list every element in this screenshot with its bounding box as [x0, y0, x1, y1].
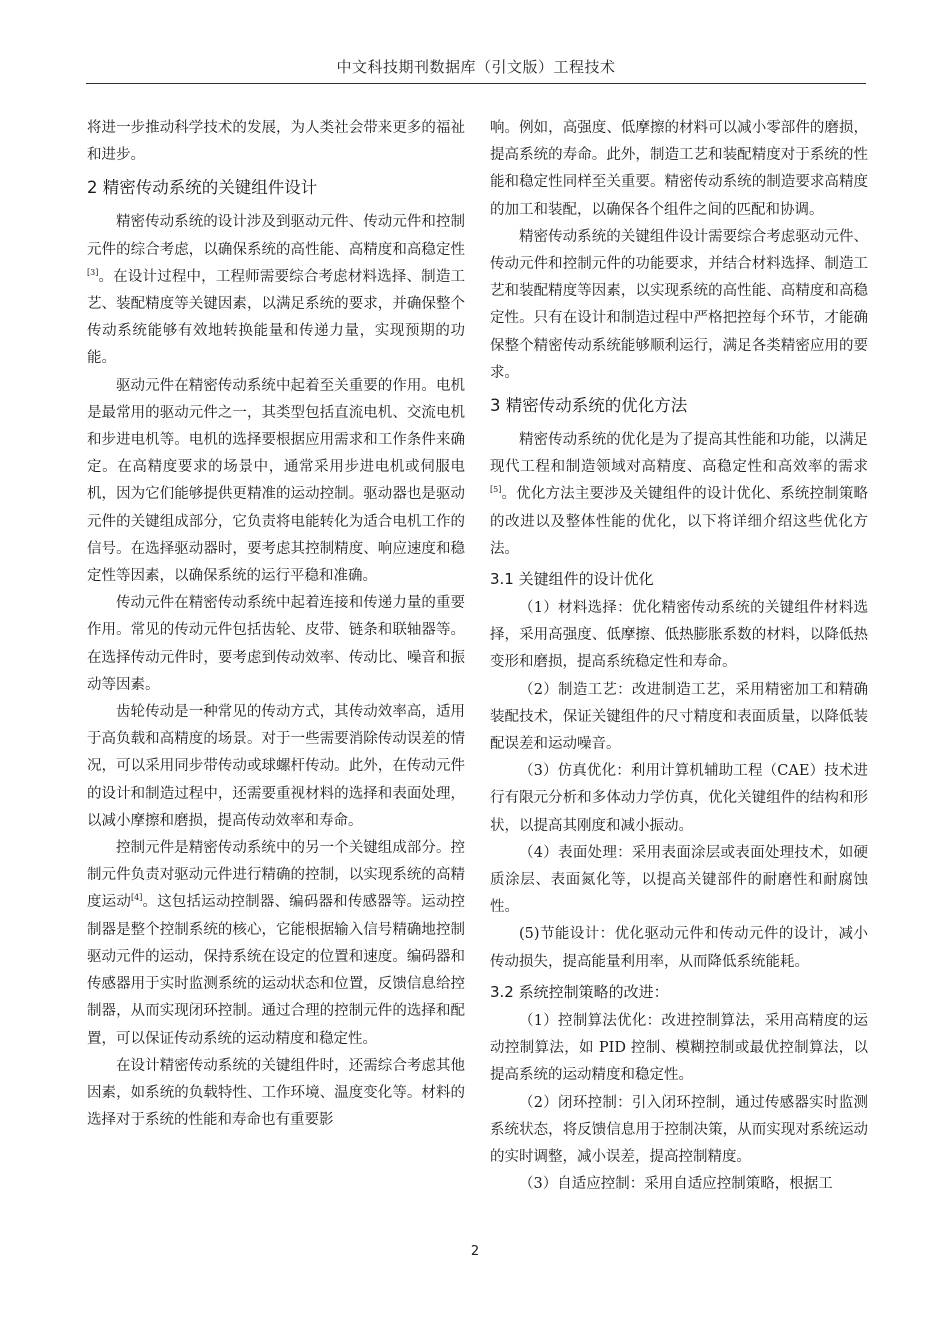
list-item: （2）制造工艺：改进制造工艺，采用精密加工和精确装配技术，保证关键组件的尺寸精度和表面质量，以降低装配误差和运动噪音。 — [490, 681, 868, 753]
running-header: 中文科技期刊数据库（引文版）工程技术 — [336, 58, 616, 76]
citation-ref: [4] — [131, 893, 143, 903]
paragraph: 精密传动系统的关键组件设计需要综合考虑驱动元件、传动元件和控制元件的功能要求，并结合材料选择、制造工艺和装配精度等因素，以实现系统的高性能、高精度和高稳定性。只有在设计和制造过程中严格把控每个环节，才能确保整个精密传动系统能够顺利运行，满足各类精密应用的要求。 — [490, 228, 868, 381]
section-heading-2: 2 精密传动系统的关键组件设计 — [87, 178, 318, 198]
page-number: 2 — [470, 1244, 480, 1259]
list-item: （3）自适应控制：采用自适应控制策略，根据工 — [519, 1176, 833, 1193]
citation-ref: [5] — [490, 485, 502, 495]
list-item: （4）表面处理：采用表面涂层或表面处理技术，如硬质涂层、表面氮化等，以提高关键部件的耐磨性和耐腐蚀性。 — [490, 844, 868, 916]
subsection-heading-3-2: 3.2 系统控制策略的改进： — [490, 982, 669, 1001]
citation-ref: [3] — [87, 267, 99, 277]
list-item: （3）仿真优化：利用计算机辅助工程（CAE）技术进行有限元分析和多体动力学仿真，优化关键组件的结构和形状，以提高其刚度和减小振动。 — [490, 763, 868, 834]
text: 控制元件是精密传动系统中的另一个关键组成部分。控制元件负责对驱动元件进行精确的控制，以实现系统的高精度运动 — [87, 840, 465, 911]
header-rule — [86, 83, 866, 84]
list-item: （1）控制算法优化：改进控制算法，采用高精度的运动控制算法，如 PID 控制、模糊控制或最优控制算法，以提高系统的运动精度和稳定性。 — [490, 1012, 868, 1084]
section-heading-3: 3 精密传动系统的优化方法 — [490, 396, 688, 416]
text: 精密传动系统的优化是为了提高其性能和功能，以满足现代工程和制造领域对高精度、高稳定性和高效率的需求 — [490, 432, 868, 476]
paragraph: 传动元件在精密传动系统中起着连接和传递力量的重要作用。常见的传动元件包括齿轮、皮带、链条和联轴器等。在选择传动元件时，要考虑到传动效率、传动比、噪音和振动等因素。 — [87, 595, 465, 693]
right-column — [490, 115, 868, 1198]
list-item: (5)节能设计：优化驱动元件和传动元件的设计，减小传动损失，提高能量利用率，从而降低系统能耗。 — [490, 926, 868, 970]
text: 精密传动系统的设计涉及到驱动元件、传动元件和控制元件的综合考虑，以确保系统的高性能、高精度和高稳定性 — [87, 214, 465, 258]
subsection-heading-3-1: 3.1 关键组件的设计优化 — [490, 570, 654, 589]
left-column — [87, 115, 465, 1134]
paragraph — [87, 209, 465, 372]
paragraph — [87, 835, 465, 1053]
paragraph: 在设计精密传动系统的关键组件时，还需综合考虑其他因素，如系统的负载特性、工作环境、温度变化等。材料的选择对于系统的性能和寿命也有重要影 — [87, 1057, 465, 1129]
text: 。这包括运动控制器、编码器和传感器等。运动控制器是整个控制系统的核心，它能根据输入信号精确地控制驱动元件的运动，保持系统在设定的位置和速度。编码器和传感器用于实时监测系统的运动状态和位置，反馈信息给控制器，从而实现闭环控制。通过合理的控制元件的选择和配置，可以保证传动系统的运动精度和稳定性。 — [87, 894, 465, 1047]
text: 。优化方法主要涉及关键组件的设计优化、系统控制策略的改进以及整体性能的优化，以下将详细介绍这些优化方法。 — [490, 486, 868, 557]
list-item: （2）闭环控制：引入闭环控制，通过传感器实时监测系统状态，将反馈信息用于控制决策，从而实现对系统运动的实时调整，减小误差，提高控制精度。 — [490, 1094, 868, 1165]
paragraph — [490, 427, 868, 563]
paragraph: 响。例如，高强度、低摩擦的材料可以减小零部件的磨损，提高系统的寿命。此外，制造工艺和装配精度对于系统的性能和稳定性同样至关重要。精密传动系统的制造要求高精度的加工和装配，以确保各个组件之间的匹配和协调。 — [490, 120, 868, 218]
text: 。在设计过程中，工程师需要综合考虑材料选择、制造工艺、装配精度等关键因素，以满足系统的要求，并确保整个传动系统能够有效地转换能量和传递力量，实现预期的功能。 — [87, 268, 465, 367]
paragraph: 齿轮传动是一种常见的传动方式，其传动效率高，适用于高负载和高精度的场景。对于一些需要消除传动误差的情况，可以采用同步带传动或球螺杆传动。此外，在传动元件的设计和制造过程中，还需要重视材料的选择和表面处理，以减小摩擦和磨损，提高传动效率和寿命。 — [87, 704, 465, 829]
list-item: （1）材料选择：优化精密传动系统的关键组件材料选择，采用高强度、低摩擦、低热膨胀系数的材料，以降低热变形和磨损，提高系统稳定性和寿命。 — [490, 600, 868, 671]
paragraph: 将进一步推动科学技术的发展，为人类社会带来更多的福祉和进步。 — [87, 120, 465, 164]
paragraph: 驱动元件在精密传动系统中起着至关重要的作用。电机是最常用的驱动元件之一，其类型包括直流电机、交流电机和步进电机等。电机的选择要根据应用需求和工作条件来确定。在高精度要求的场景中，通常采用步进电机或伺服电机，因为它们能够提供更精准的运动控制。驱动器也是驱动元件的关键组成部分，它负责将电能转化为适合电机工作的信号。在选择驱动器时，要考虑其控制精度、响应速度和稳定性等因素，以确保系统的运行平稳和准确。 — [87, 377, 465, 585]
